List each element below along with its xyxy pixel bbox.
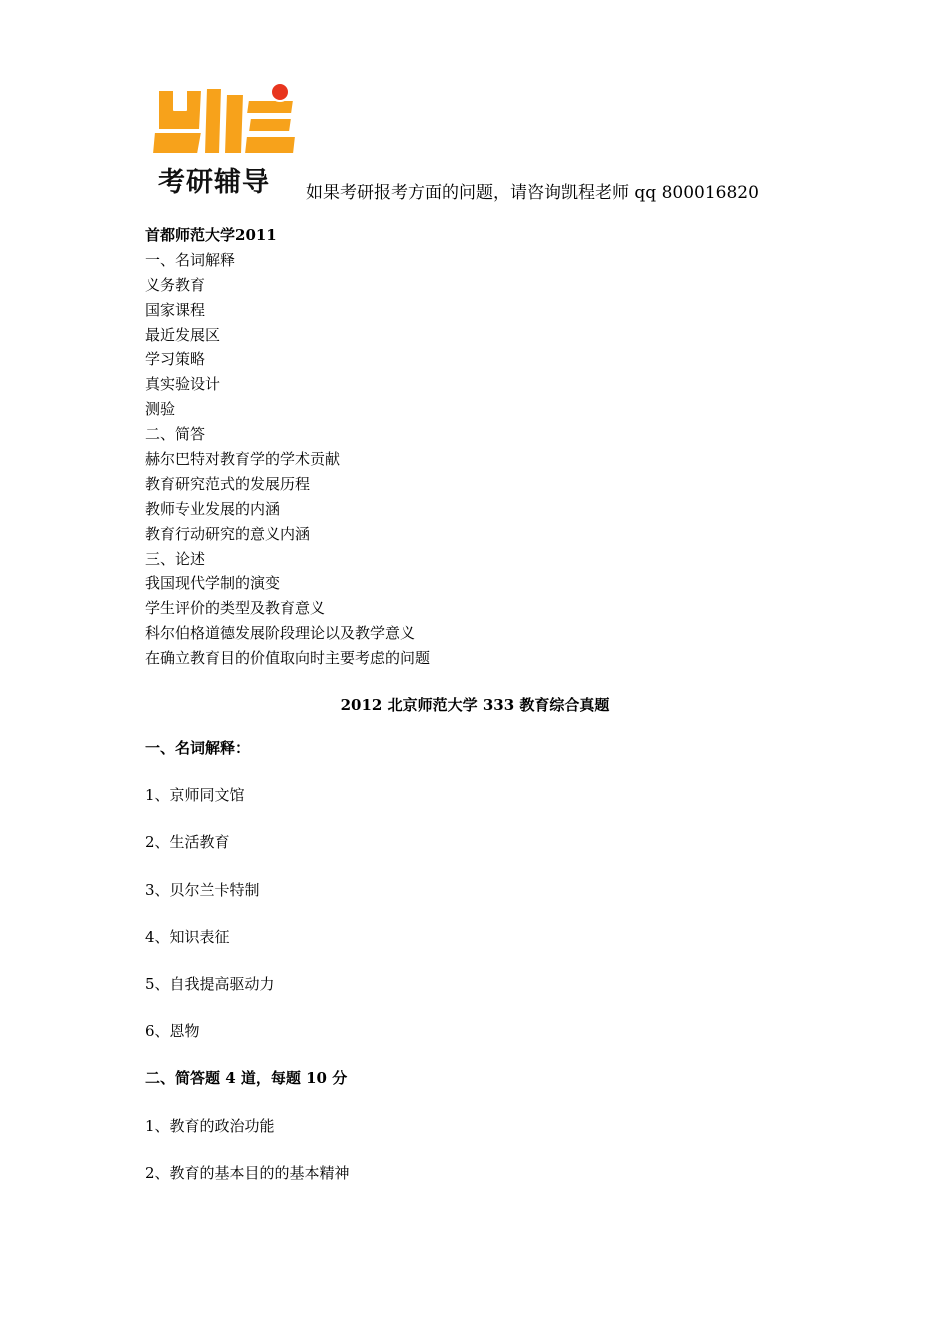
section1-line: 赫尔巴特对教育学的学术贡献 (145, 450, 341, 469)
section1-line: 一、名词解释 (145, 250, 236, 269)
section-bnu-2012 (145, 738, 805, 1210)
section1-line: 测验 (145, 400, 176, 419)
section2-heading-questions: 二、简答题 4 道，每题 10 分 (145, 1069, 348, 1088)
section1-line: 真实验设计 (145, 375, 221, 394)
question-item: 1、教育的政治功能 (145, 1116, 275, 1135)
term-item: 6、恩物 (145, 1022, 200, 1041)
section1-line: 二、简答 (145, 425, 206, 444)
term-item: 3、贝尔兰卡特制 (145, 880, 260, 899)
term-item: 2、生活教育 (145, 833, 230, 852)
header (148, 78, 848, 203)
logo-mark-icon (152, 80, 298, 160)
logo-subtitle: 考研辅导 (158, 167, 270, 198)
section-capital-normal-2011 (145, 223, 805, 671)
section1-line: 科尔伯格道德发展阶段理论以及教学意义 (145, 624, 416, 643)
question-item: 2、教育的基本目的的基本精神 (145, 1163, 350, 1182)
section1-line: 我国现代学制的演变 (145, 574, 281, 593)
section1-line: 教师专业发展的内涵 (145, 499, 281, 518)
section1-line: 三、论述 (145, 549, 206, 568)
section1-line: 在确立教育目的价值取向时主要考虑的问题 (145, 649, 431, 668)
term-item: 1、京师同文馆 (145, 786, 245, 805)
section2-title: 2012 北京师范大学 333 教育综合真题 (340, 696, 610, 714)
section1-line: 学习策略 (145, 350, 206, 369)
contact-line: 如果考研报考方面的问题，请咨询凯程老师 qq 800016820 (306, 183, 759, 203)
term-item: 4、知识表征 (145, 927, 230, 946)
section1-title: 首都师范大学2011 (145, 226, 277, 244)
section2-heading-terms: 一、名词解释： (145, 739, 251, 757)
section1-line: 义务教育 (145, 275, 206, 294)
kaicheng-logo (148, 78, 298, 196)
section1-line: 教育研究范式的发展历程 (145, 474, 311, 493)
section1-line: 最近发展区 (145, 325, 221, 344)
section1-line: 教育行动研究的意义内涵 (145, 524, 311, 543)
section1-line: 学生评价的类型及教育意义 (145, 599, 326, 618)
term-item: 5、自我提高驱动力 (145, 974, 275, 993)
section1-line: 国家课程 (145, 300, 206, 319)
